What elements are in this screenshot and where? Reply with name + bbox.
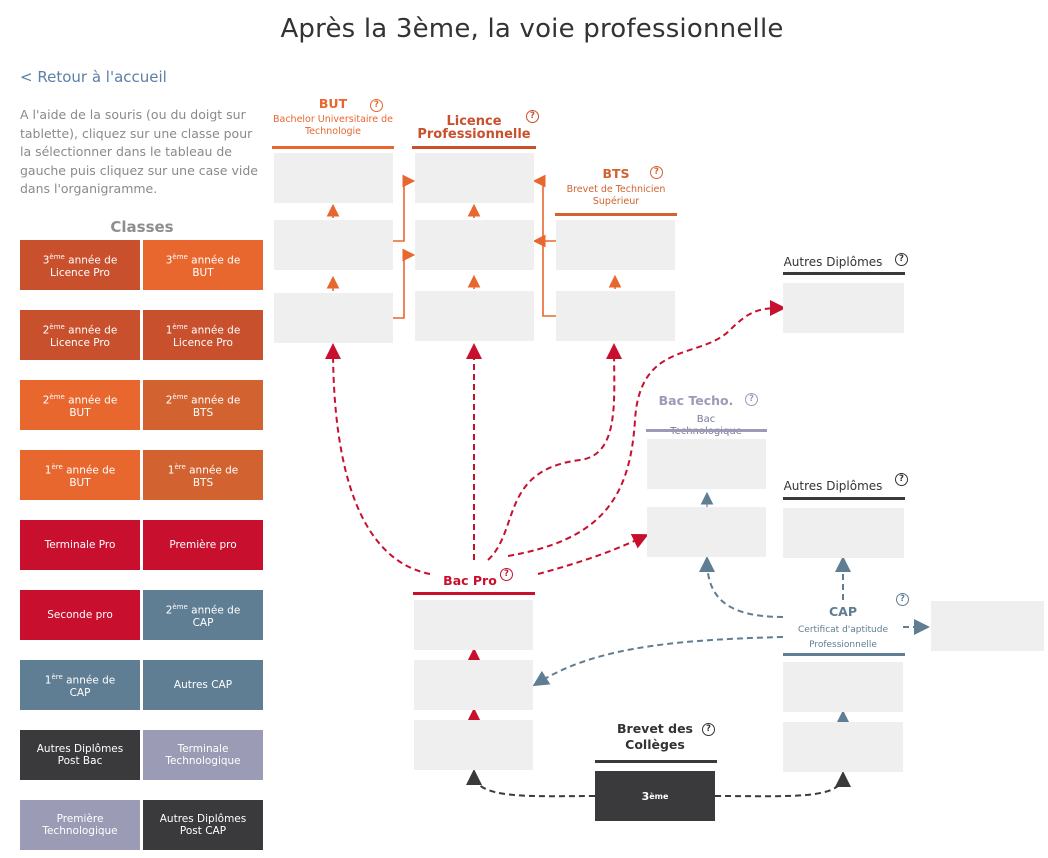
bac-pro-slot-1[interactable] (414, 720, 533, 770)
but-underline (272, 146, 394, 149)
classes-title: Classes (110, 218, 174, 236)
class-label-base: 3 (165, 254, 173, 267)
dash-bacpro-techno (538, 536, 645, 574)
autres-post-cap-slot[interactable] (783, 508, 904, 558)
brevet-header (610, 721, 700, 753)
class-label-base: 1 (167, 464, 175, 477)
licence-slot-1[interactable] (415, 291, 534, 341)
instructions-text: A l'aide de la souris (ou du doigt sur tablette), cliquez sur une classe pour la sélectionner dans le tableau de gauche puis cliquez sur une case vide dans l'organigramme. (20, 107, 258, 196)
autres-post-cap-title: Autres Diplômes (783, 479, 883, 493)
but-subtitle: Bachelor Universitaire de Technologie (272, 114, 393, 137)
autres-post-bac-title: Autres Diplômes (783, 255, 883, 269)
brevet-help-icon[interactable]: ? (702, 723, 715, 736)
bac-techno-subtitle: Bac (696, 414, 716, 425)
class-label-sup: ème (49, 323, 65, 332)
licence-underline (412, 146, 536, 149)
dash-cap-bacpro (536, 637, 783, 684)
page-title: Après la 3ème, la voie professionnelle (280, 14, 784, 44)
but-slot-1[interactable] (274, 293, 393, 343)
cap-help-icon[interactable]: ? (896, 593, 909, 606)
class-label-base: 2 (165, 394, 173, 407)
bac-techno-title: Bac Techo. (658, 393, 734, 408)
connector-bts2-lp (536, 241, 556, 316)
but-slot-3[interactable] (274, 153, 393, 203)
cap-other-slot[interactable] (931, 601, 1044, 651)
bac-pro-help-icon[interactable]: ? (500, 568, 513, 581)
class-label-base: 3 (42, 254, 50, 267)
bac-techno-help-icon[interactable]: ? (745, 393, 758, 406)
cap-slot-1[interactable] (783, 722, 903, 772)
bac-techno-slot-1[interactable] (647, 507, 766, 557)
bts-underline (555, 213, 677, 216)
class-label-base: Terminale Technologique (165, 743, 241, 767)
licence-title: Licence Professionnelle (417, 114, 531, 142)
autres-post-bac-slot[interactable] (783, 283, 904, 333)
troisieme-suffix: ème (649, 791, 669, 801)
troisieme-box[interactable] (595, 771, 715, 821)
class-label-sup: ère (174, 463, 186, 472)
class-label-rest: année de BTS (191, 394, 241, 419)
bts-slot-2[interactable] (556, 220, 675, 270)
class-label-base: Seconde pro (47, 609, 113, 621)
autres-post-cap-help-icon[interactable]: ? (895, 473, 908, 486)
connector-but2-lp (393, 181, 412, 241)
cap-subtitle: Certificat d'aptitude Professionnelle (798, 625, 888, 650)
cap-slot-2[interactable] (783, 662, 903, 712)
cap-header (783, 604, 903, 653)
class-label-base: Autres Diplômes Post CAP (159, 813, 247, 837)
licence-slot-3[interactable] (415, 153, 534, 203)
bts-subtitle: Brevet de Technicien Supérieur (566, 184, 666, 207)
class-label-base: 2 (42, 394, 50, 407)
class-label-rest: année de BUT (191, 254, 241, 279)
class-label-rest: année de BUT (68, 394, 118, 419)
autres-post-cap-header (783, 479, 883, 493)
class-label-base: 1 (44, 674, 52, 687)
autres-post-bac-header (783, 255, 883, 269)
but-help-icon[interactable]: ? (370, 99, 383, 112)
class-label-rest: année de CAP (66, 674, 116, 699)
class-label-base: 2 (165, 604, 173, 617)
cap-title: CAP (828, 604, 857, 619)
autres-post-bac-underline (783, 272, 905, 275)
class-label-rest: année de BUT (66, 464, 116, 489)
licence-slot-2[interactable] (415, 220, 534, 270)
cap-underline (783, 653, 905, 656)
dash-3e-bacpro (474, 773, 595, 796)
class-label-base: 1 (165, 324, 173, 337)
class-label-sup: ère (51, 673, 63, 682)
class-label-base: 1 (44, 464, 52, 477)
class-label-base: Autres Diplômes Post Bac (36, 743, 124, 767)
but-title: BUT (318, 96, 348, 111)
bac-pro-title: Bac Pro (443, 573, 497, 588)
class-label-rest: année de Licence Pro (50, 254, 118, 279)
bac-pro-slot-3[interactable] (414, 600, 533, 650)
class-label-sup: ème (172, 253, 188, 262)
connector-bts1-lp (536, 181, 556, 241)
class-label-sup: ème (49, 393, 65, 402)
bts-help-icon[interactable]: ? (650, 166, 663, 179)
class-label-sup: ère (51, 463, 63, 472)
bts-title: BTS (602, 166, 630, 181)
class-label-rest: année de Licence Pro (50, 324, 118, 349)
class-label-base: 2 (42, 324, 50, 337)
class-label-base: Première Technologique (42, 813, 118, 837)
class-label-sup: ème (172, 603, 188, 612)
but-slot-2[interactable] (274, 220, 393, 270)
troisieme-number: 3 (641, 789, 650, 803)
bac-techno-slot-2[interactable] (647, 439, 766, 489)
class-label-sup: ème (172, 323, 188, 332)
bac-pro-underline (413, 592, 535, 595)
dash-bacpro-bts (488, 347, 614, 560)
dash-bacpro-but (333, 347, 430, 574)
brevet-underline (595, 760, 717, 763)
bts-slot-1[interactable] (556, 291, 675, 341)
brevet-title: Brevet des Collèges (617, 721, 693, 752)
back-to-home-link[interactable]: < Retour à l'accueil (20, 68, 167, 86)
class-label-rest: année de BTS (189, 464, 239, 489)
class-label-rest: année de Licence Pro (173, 324, 241, 349)
dash-cap-techno (707, 560, 783, 617)
autres-post-bac-help-icon[interactable]: ? (895, 253, 908, 266)
bac-techno-underline (646, 429, 767, 432)
class-label-base: Autres CAP (173, 679, 233, 691)
dash-3e-cap (715, 775, 843, 796)
class-label-sup: ème (49, 253, 65, 262)
class-label-base: Première pro (169, 539, 237, 551)
licence-help-icon[interactable]: ? (526, 110, 539, 123)
class-label-sup: ème (172, 393, 188, 402)
class-label-base: Terminale Pro (44, 539, 116, 551)
connector-but1-lp (393, 255, 412, 318)
bac-pro-slot-2[interactable] (414, 660, 533, 710)
class-label-rest: année de CAP (191, 604, 241, 629)
licence-header (412, 115, 536, 141)
autres-post-cap-underline (783, 497, 905, 500)
